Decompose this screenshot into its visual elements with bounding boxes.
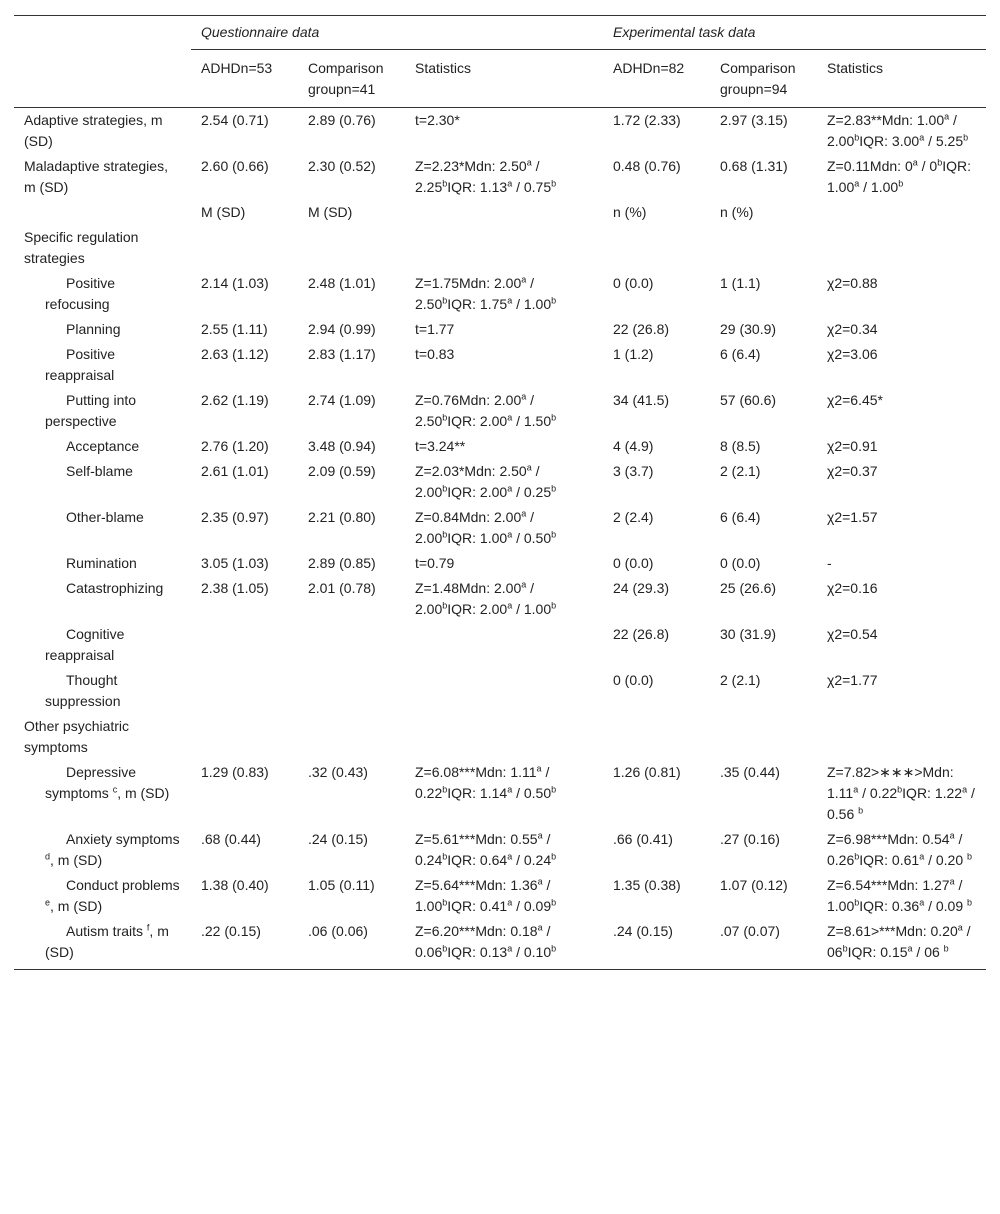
cell-e-adhd [603, 225, 710, 271]
cell-q-stat: Z=0.76Mdn: 2.00$^a$ / 2.50$^b$IQR: 2.00$^a$ / 1.50$^b$ [415, 391, 557, 429]
table-row [14, 200, 986, 225]
row-label: Putting into perspective [45, 392, 137, 429]
table-row [14, 827, 986, 873]
cell-q-stat: t=0.83 [415, 346, 455, 362]
row-label: Acceptance [66, 438, 140, 454]
results-table [14, 15, 986, 970]
row-label: Other-blame [66, 509, 144, 525]
cell-e-stat: χ2=6.45* [827, 392, 884, 408]
cell-q-adhd: 2.62 (1.19) [201, 392, 269, 408]
cell-e-adhd: n (%) [613, 204, 647, 220]
cell-e-stat: Z=6.98***Mdn: 0.54$^a$ / 0.26$^b$IQR: 0.61$^a$ / 0.20 $^b$ [827, 830, 973, 868]
cell-e-comp: 6 (6.4) [720, 509, 761, 525]
row-label: Anxiety symptoms $^d$, m (SD) [45, 831, 180, 868]
row-label: Depressive symptoms $^c$, m (SD) [45, 764, 170, 801]
table-row [14, 873, 986, 919]
cell-e-adhd: 0 (0.0) [613, 275, 654, 291]
cell-e-stat: χ2=0.54 [827, 626, 878, 642]
cell-q-comp: 2.09 (0.59) [308, 463, 376, 479]
table-row [14, 108, 986, 155]
cell-q-comp: 2.74 (1.09) [308, 392, 376, 408]
row-label: Catastrophizing [66, 580, 164, 596]
table-row [14, 271, 986, 317]
col-header: Statistics [405, 50, 603, 108]
row-label: Specific regulation strategies [24, 229, 139, 266]
table-row [14, 434, 986, 459]
cell-q-adhd: 2.54 (0.71) [201, 112, 269, 128]
cell-e-adhd: .66 (0.41) [613, 831, 673, 847]
row-label: Self-blame [66, 463, 133, 479]
row-label: Maladaptive strategies, m (SD) [24, 158, 168, 195]
cell-q-stat: t=1.77 [415, 321, 455, 337]
row-label: Planning [66, 321, 121, 337]
cell-q-adhd: 2.76 (1.20) [201, 438, 269, 454]
cell-q-stat: Z=1.75Mdn: 2.00$^a$ / 2.50$^b$IQR: 1.75$^a$ / 1.00$^b$ [415, 274, 557, 312]
cell-e-comp: 6 (6.4) [720, 346, 761, 362]
cell-q-stat: Z=5.64***Mdn: 1.36$^a$ / 1.00$^b$IQR: 0.41$^a$ / 0.09$^b$ [415, 876, 557, 914]
cell-e-comp [710, 225, 817, 271]
cell-q-adhd [191, 714, 298, 760]
row-label: Autism traits $^f$, m (SD) [14, 919, 191, 970]
cell-e-adhd: 1.72 (2.33) [613, 112, 681, 128]
cell-e-stat [817, 200, 986, 225]
cell-e-adhd: 34 (41.5) [613, 392, 670, 408]
table-row [14, 225, 986, 271]
cell-q-adhd: 2.55 (1.11) [201, 321, 268, 337]
cell-e-adhd: 3 (3.7) [613, 463, 654, 479]
row-label: Other psychiatric symptoms [24, 718, 130, 755]
cell-e-stat: χ2=0.88 [827, 275, 878, 291]
cell-q-adhd: 3.05 (1.03) [201, 555, 269, 571]
table-row [14, 714, 986, 760]
cell-q-comp: 2.21 (0.80) [308, 509, 376, 525]
cell-q-stat [405, 200, 603, 225]
table-row [14, 760, 986, 827]
cell-q-stat [405, 622, 603, 668]
cell-e-comp: 29 (30.9) [720, 321, 777, 337]
cell-q-stat: t=3.24** [415, 438, 466, 454]
cell-e-comp: 2.97 (3.15) [720, 112, 788, 128]
cell-e-stat: Z=7.82>∗∗∗>Mdn: 1.11$^a$ / 0.22$^b$IQR: 1.22$^a$ / 0.56 $^b$ [827, 764, 975, 822]
cell-q-comp: 2.89 (0.76) [308, 112, 376, 128]
table-row [14, 551, 986, 576]
cell-q-adhd: 2.63 (1.12) [201, 346, 269, 362]
cell-e-adhd: 0 (0.0) [613, 672, 654, 688]
cell-q-comp: M (SD) [308, 204, 353, 220]
cell-q-adhd: 2.61 (1.01) [201, 463, 269, 479]
cell-q-comp: 3.48 (0.94) [308, 438, 376, 454]
cell-e-stat [817, 225, 986, 271]
row-label: Positive refocusing [45, 275, 116, 312]
cell-q-comp: 1.05 (0.11) [308, 877, 375, 893]
row-label: Conduct problems $^e$, m (SD) [45, 877, 180, 914]
cell-q-stat [405, 714, 603, 760]
cell-q-comp: .06 (0.06) [298, 919, 405, 970]
cell-q-adhd: .22 (0.15) [191, 919, 298, 970]
cell-e-comp: 0 (0.0) [720, 555, 761, 571]
cell-e-adhd: 4 (4.9) [613, 438, 654, 454]
cell-q-adhd: .68 (0.44) [201, 831, 261, 847]
cell-q-adhd: 2.60 (0.66) [201, 158, 269, 174]
cell-e-comp: .07 (0.07) [710, 919, 817, 970]
row-label: Adaptive strategies, m (SD) [24, 112, 163, 149]
cell-e-stat: χ2=0.34 [827, 321, 878, 337]
table-row [14, 317, 986, 342]
cell-e-stat: χ2=0.91 [827, 438, 878, 454]
row-label: Cognitive reappraisal [45, 626, 125, 663]
cell-e-comp: 57 (60.6) [720, 392, 777, 408]
cell-e-adhd: .24 (0.15) [603, 919, 710, 970]
column-header-row [14, 50, 986, 108]
cell-e-comp: 0.68 (1.31) [720, 158, 788, 174]
cell-e-stat: χ2=3.06 [827, 346, 878, 362]
cell-e-stat: Z=2.83**Mdn: 1.00$^a$ / 2.00$^b$IQR: 3.00$^a$ / 5.25$^b$ [827, 111, 969, 149]
group-experimental: Experimental task data [603, 16, 986, 50]
cell-q-stat: Z=5.61***Mdn: 0.55$^a$ / 0.24$^b$IQR: 0.64$^a$ / 0.24$^b$ [415, 830, 557, 868]
cell-e-comp: 25 (26.6) [720, 580, 777, 596]
cell-q-stat: Z=6.20***Mdn: 0.18$^a$ / 0.06$^b$IQR: 0.13$^a$ / 0.10$^b$ [405, 919, 603, 970]
cell-e-comp [710, 714, 817, 760]
cell-q-comp: 2.01 (0.78) [308, 580, 376, 596]
cell-q-stat: t=0.79 [415, 555, 455, 571]
cell-q-comp [298, 225, 405, 271]
cell-e-stat: Z=8.61>***Mdn: 0.20$^a$ / 06$^b$IQR: 0.15$^a$ / 06 $^b$ [817, 919, 986, 970]
col-header: ADHDn=53 [191, 50, 298, 108]
cell-e-stat: χ2=1.57 [827, 509, 878, 525]
cell-q-comp [298, 622, 405, 668]
cell-e-comp: 8 (8.5) [720, 438, 761, 454]
table-row [14, 459, 986, 505]
cell-e-comp: 1.07 (0.12) [720, 877, 788, 893]
cell-q-comp: 2.30 (0.52) [308, 158, 376, 174]
cell-q-adhd [191, 668, 298, 714]
group-questionnaire: Questionnaire data [191, 16, 603, 50]
cell-q-stat: t=2.30* [415, 112, 460, 128]
cell-e-adhd [603, 714, 710, 760]
table-row [14, 154, 986, 200]
col-header: Statistics [817, 50, 986, 108]
cell-q-adhd: 2.14 (1.03) [201, 275, 269, 291]
cell-q-adhd: 2.35 (0.97) [201, 509, 269, 525]
group-header-row [14, 16, 986, 50]
row-label: Positive reappraisal [45, 346, 116, 383]
row-label: Thought suppression [45, 672, 121, 709]
cell-q-comp: 2.83 (1.17) [308, 346, 376, 362]
table-row [14, 388, 986, 434]
cell-q-adhd: M (SD) [201, 204, 246, 220]
col-header: ADHDn=82 [603, 50, 710, 108]
cell-e-adhd: 1 (1.2) [613, 346, 654, 362]
row-label: Rumination [66, 555, 137, 571]
table-row [14, 668, 986, 714]
cell-e-comp: 2 (2.1) [720, 672, 761, 688]
cell-e-stat: χ2=1.77 [827, 672, 878, 688]
cell-q-stat [405, 225, 603, 271]
cell-q-comp: .24 (0.15) [308, 831, 368, 847]
col-header: Comparison groupn=41 [298, 50, 405, 108]
cell-q-stat: Z=1.48Mdn: 2.00$^a$ / 2.00$^b$IQR: 2.00$^a$ / 1.00$^b$ [415, 579, 557, 617]
row-label [14, 200, 191, 225]
cell-e-adhd: 0.48 (0.76) [613, 158, 681, 174]
cell-q-comp: 2.48 (1.01) [308, 275, 376, 291]
cell-q-comp: 2.94 (0.99) [308, 321, 376, 337]
cell-e-adhd: 0 (0.0) [613, 555, 654, 571]
cell-e-adhd: 2 (2.4) [613, 509, 654, 525]
table-row [14, 622, 986, 668]
cell-e-stat [817, 714, 986, 760]
table-row [14, 342, 986, 388]
cell-e-adhd: 24 (29.3) [613, 580, 670, 596]
table-row [14, 919, 986, 970]
cell-e-comp: n (%) [720, 204, 754, 220]
cell-q-stat: Z=6.08***Mdn: 1.11$^a$ / 0.22$^b$IQR: 1.14$^a$ / 0.50$^b$ [415, 763, 557, 801]
cell-q-stat: Z=2.03*Mdn: 2.50$^a$ / 2.00$^b$IQR: 2.00$^a$ / 0.25$^b$ [415, 462, 557, 500]
cell-e-stat: χ2=0.37 [827, 463, 878, 479]
cell-q-adhd: 2.38 (1.05) [201, 580, 269, 596]
cell-q-stat [405, 668, 603, 714]
col-header: Comparison groupn=94 [710, 50, 817, 108]
table-row [14, 505, 986, 551]
cell-e-stat: - [827, 555, 832, 571]
cell-e-adhd: 22 (26.8) [613, 626, 670, 642]
cell-e-comp: 2 (2.1) [720, 463, 761, 479]
cell-e-adhd: 1.26 (0.81) [613, 764, 681, 780]
cell-q-comp: .32 (0.43) [308, 764, 368, 780]
cell-e-stat: Z=6.54***Mdn: 1.27$^a$ / 1.00$^b$IQR: 0.36$^a$ / 0.09 $^b$ [827, 876, 973, 914]
cell-e-comp: .27 (0.16) [720, 831, 780, 847]
cell-q-comp [298, 714, 405, 760]
cell-e-stat: χ2=0.16 [827, 580, 878, 596]
cell-q-stat: Z=2.23*Mdn: 2.50$^a$ / 2.25$^b$IQR: 1.13$^a$ / 0.75$^b$ [415, 157, 557, 195]
cell-e-adhd: 1.35 (0.38) [613, 877, 681, 893]
cell-e-adhd: 22 (26.8) [613, 321, 670, 337]
cell-q-adhd [191, 622, 298, 668]
cell-q-adhd [191, 225, 298, 271]
cell-q-adhd: 1.38 (0.40) [201, 877, 269, 893]
cell-e-comp: .35 (0.44) [720, 764, 780, 780]
table-row [14, 576, 986, 622]
cell-q-comp: 2.89 (0.85) [308, 555, 376, 571]
cell-e-comp: 1 (1.1) [720, 275, 761, 291]
cell-e-comp: 30 (31.9) [720, 626, 777, 642]
cell-q-comp [298, 668, 405, 714]
cell-q-stat: Z=0.84Mdn: 2.00$^a$ / 2.00$^b$IQR: 1.00$^a$ / 0.50$^b$ [415, 508, 557, 546]
cell-e-stat: Z=0.11Mdn: 0$^a$ / 0$^b$IQR: 1.00$^a$ / 1.00$^b$ [827, 157, 972, 195]
cell-q-adhd: 1.29 (0.83) [201, 764, 269, 780]
